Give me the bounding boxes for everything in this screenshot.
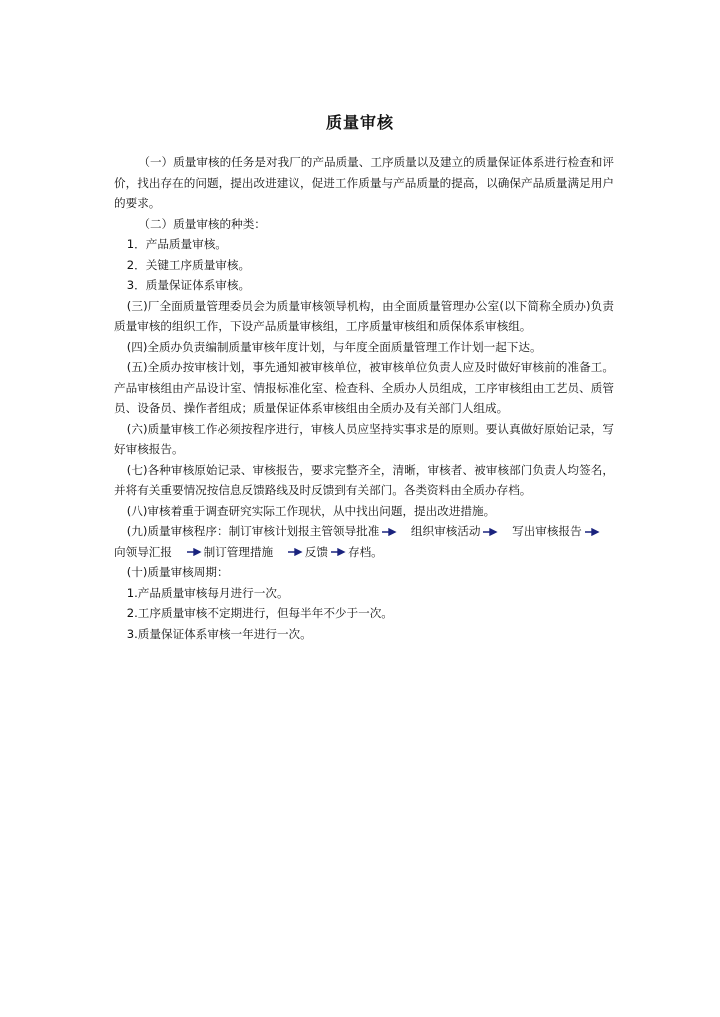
period-item-3: 3.质量保证体系审核一年进行一次。 [126, 626, 312, 641]
procedure-step-5: 制订管理措施 [203, 544, 274, 559]
arrow-icon [287, 548, 303, 556]
paragraph-5: (五)全质办按审核计划，事先通知被审核单位，被审核单位负责人应及时做好审核前的准备工。产品审核组由产品设计室、情报标准化室、检查科、全质办人员组成，工序审核组由工艺员、质管员、设备员、操作者组成；质量保证体系审核组由全质办及有关部门人组成。 [114, 360, 614, 415]
arrow-icon [186, 548, 202, 556]
paragraph-7: (七)各种审核原始记录、审核报告，要求完整齐全，清晰，审核者、被审核部门负责人均签名，并将有关重要情况按信息反馈路线及时反馈到有关部门。各类资料由全质办存档。 [114, 462, 614, 497]
procedure-step-1: 制订审核计划报主管领导批准 [228, 524, 380, 538]
procedure-step-2: 组织审核活动 [410, 524, 481, 538]
arrow-icon [584, 528, 600, 536]
procedure-step-3: 写出审核报告 [512, 524, 582, 538]
arrow-icon [381, 528, 397, 536]
procedure-paragraph [114, 521, 614, 562]
period-item-2: 2.工序质量审核不定期进行，但每半年不少于一次。 [126, 606, 393, 620]
procedure-lead: (九)质量审核程序： [126, 524, 229, 538]
document-body [114, 152, 614, 644]
paragraph-1: （一）质量审核的任务是对我厂的产品质量、工序质量以及建立的质量保证体系进行检查和评价，找出存在的问题，提出改进建议，促进工作质量与产品质量的提高，以确保产品质量满足用户的要求。 [114, 155, 614, 210]
list-item-3: 3．质量保证体系审核。 [126, 278, 251, 292]
procedure-step-7: 存档。 [347, 544, 383, 559]
paragraph-6: (六)质量审核工作必须按程序进行，审核人员应坚持实事求是的原则。要认真做好原始记录，写好审核报告。 [114, 421, 614, 456]
paragraph-3: (三)厂全面质量管理委员会为质量审核领导机构，由全面质量管理办公室(以下简称全质办)负责质量审核的组织工作，下设产品质量审核组，工序质量审核组和质保体系审核组。 [114, 298, 614, 333]
list-item-2: 2．关键工序质量审核。 [126, 257, 251, 272]
arrow-icon [482, 528, 498, 536]
list-item-1: 1．产品质量审核。 [126, 237, 227, 251]
paragraph-2: （二）质量审核的种类： [138, 216, 266, 231]
paragraph-8: (八)审核着重于调查研究实际工作现状，从中找出问题，提出改进措施。 [126, 503, 496, 518]
paragraph-4: (四)全质办负责编制质量审核年度计划，与年度全面质量管理工作计划一起下达。 [126, 339, 542, 354]
document-title: 质量审核 [325, 113, 394, 132]
procedure-step-4: 向领导汇报 [114, 544, 172, 559]
period-item-1: 1.产品质量审核每月进行一次。 [126, 585, 289, 600]
arrow-icon [330, 548, 346, 556]
period-heading: (十)质量审核周期： [126, 565, 229, 579]
procedure-step-6: 反馈 [304, 544, 328, 559]
